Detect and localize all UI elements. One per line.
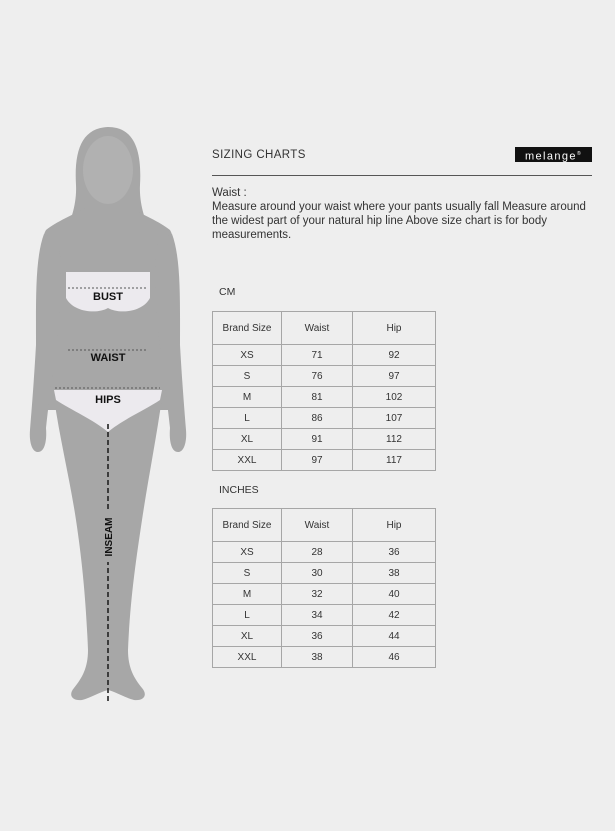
hip-cell: 112: [353, 429, 436, 450]
size-cell: L: [213, 408, 282, 429]
size-cell: XL: [213, 626, 282, 647]
inches-unit-label: INCHES: [219, 484, 259, 496]
inseam-label: INSEAM: [104, 517, 115, 557]
hip-cell: 97: [353, 366, 436, 387]
table-row: [213, 387, 436, 408]
waist-cell: 91: [282, 429, 353, 450]
header-brand-size: Brand Size: [213, 312, 282, 345]
size-cell: XS: [213, 345, 282, 366]
waist-cell: 76: [282, 366, 353, 387]
face: [83, 136, 133, 204]
brand-mark: ®: [576, 151, 583, 157]
inches-size-table: [212, 508, 436, 668]
hip-cell: 107: [353, 408, 436, 429]
header-brand-size: Brand Size: [213, 509, 282, 542]
bust-label: BUST: [93, 291, 123, 303]
hip-cell: 102: [353, 387, 436, 408]
cm-size-table: [212, 311, 436, 471]
size-cell: S: [213, 563, 282, 584]
size-cell: XS: [213, 542, 282, 563]
table-row: [213, 345, 436, 366]
table-row: [213, 542, 436, 563]
size-cell: XL: [213, 429, 282, 450]
header-waist: Waist: [282, 509, 353, 542]
hip-cell: 117: [353, 450, 436, 471]
table-row: [213, 563, 436, 584]
size-cell: XXL: [213, 647, 282, 668]
size-cell: M: [213, 584, 282, 605]
hip-cell: 40: [353, 584, 436, 605]
size-cell: M: [213, 387, 282, 408]
body-measurement-figure: [0, 0, 200, 831]
description-body: Measure around your waist where your pants usually fall Measure around the widest part of your natural hip line Above size chart is for body measurements.: [212, 201, 586, 241]
brand-name: melange: [524, 150, 577, 163]
waist-cell: 38: [282, 647, 353, 668]
waist-label: WAIST: [90, 352, 126, 364]
table-row: [213, 450, 436, 471]
table-header-row: [213, 509, 436, 542]
size-cell: S: [213, 366, 282, 387]
waist-cell: 36: [282, 626, 353, 647]
waist-cell: 30: [282, 563, 353, 584]
size-cell: XXL: [213, 450, 282, 471]
size-cell: L: [213, 605, 282, 626]
hip-cell: 46: [353, 647, 436, 668]
waist-cell: 86: [282, 408, 353, 429]
page-title: SIZING CHARTS: [212, 149, 306, 161]
header-hip: Hip: [353, 509, 436, 542]
table-row: [213, 408, 436, 429]
hip-cell: 36: [353, 542, 436, 563]
table-header-row: [213, 312, 436, 345]
hip-cell: 42: [353, 605, 436, 626]
table-row: [213, 584, 436, 605]
table-row: [213, 626, 436, 647]
description-heading: Waist :: [212, 187, 247, 199]
waist-cell: 71: [282, 345, 353, 366]
hip-cell: 44: [353, 626, 436, 647]
waist-cell: 34: [282, 605, 353, 626]
table-row: [213, 429, 436, 450]
table-row: [213, 605, 436, 626]
waist-cell: 97: [282, 450, 353, 471]
waist-cell: 32: [282, 584, 353, 605]
table-row: [213, 647, 436, 668]
waist-cell: 81: [282, 387, 353, 408]
header-waist: Waist: [282, 312, 353, 345]
header-divider: [212, 175, 592, 176]
brand-logo: [515, 147, 592, 162]
waist-cell: 28: [282, 542, 353, 563]
header-hip: Hip: [353, 312, 436, 345]
hips-label: HIPS: [95, 394, 121, 406]
hip-cell: 38: [353, 563, 436, 584]
cm-unit-label: CM: [219, 286, 236, 298]
hip-cell: 92: [353, 345, 436, 366]
measurement-description: [212, 186, 597, 242]
table-row: [213, 366, 436, 387]
